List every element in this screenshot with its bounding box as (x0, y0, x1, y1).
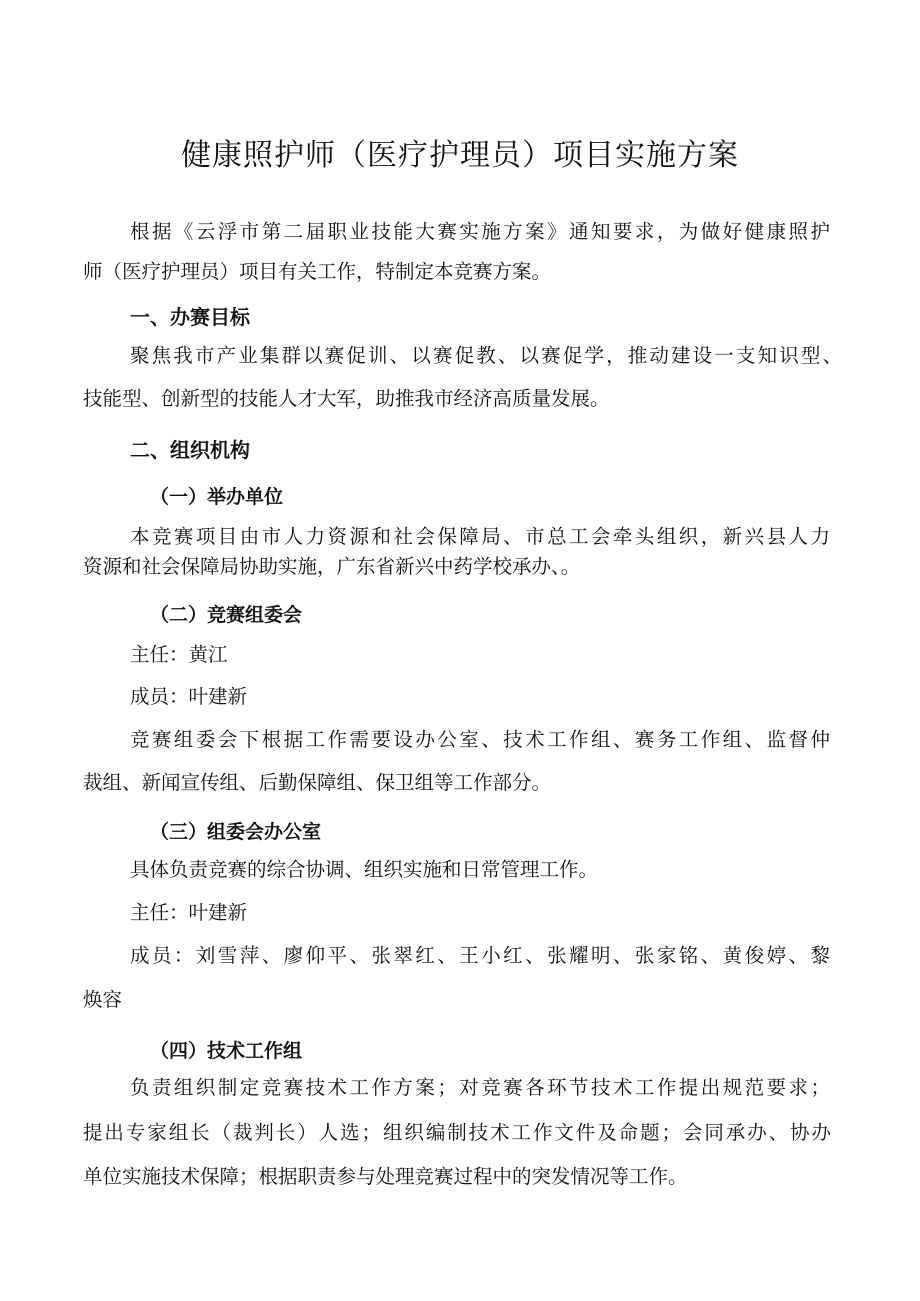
committee-director: 主任：黄江 (130, 643, 228, 666)
subsection-4-line-3: 单位实施技术保障；根据职责参与处理竞赛过程中的突发情况等工作。 (83, 1165, 688, 1188)
subsection-1-line-2: 资源和社会保障局协助实施，广东省新兴中药学校承办、。 (83, 555, 581, 578)
subsection-4-line-1: 负责组织制定竞赛技术工作方案；对竞赛各环节技术工作提出规范要求； (130, 1076, 830, 1099)
page-title: 健康照护师（医疗护理员）项目实施方案 (181, 138, 739, 173)
section-2-heading: 二、组织机构 (130, 438, 250, 462)
committee-members: 成员：叶建新 (130, 685, 248, 708)
intro-line-2: 师（医疗护理员）项目有关工作，特制定本竞赛方案。 (83, 260, 552, 283)
subsection-2-heading: （二）竞赛组委会 (150, 604, 303, 626)
subsection-2-line-1: 竞赛组委会下根据工作需要设办公室、技术工作组、赛务工作组、监督仲 (130, 728, 830, 751)
intro-line-1: 根据《云浮市第二届职业技能大赛实施方案》通知要求，为做好健康照护 (130, 220, 830, 243)
office-duty: 具体负责竞赛的综合协调、组织实施和日常管理工作。 (130, 858, 599, 881)
subsection-1-heading: （一）举办单位 (150, 486, 284, 508)
subsection-4-line-2: 提出专家组长（裁判长）人选；组织编制技术工作文件及命题；会同承办、协办 (83, 1121, 831, 1144)
section-1-line-1: 聚焦我市产业集群以赛促训、以赛促教、以赛促学，推动建设一支知识型、 (130, 344, 842, 367)
subsection-4-heading: （四）技术工作组 (150, 1040, 303, 1062)
office-members-line-1: 成员：刘雪萍、廖仰平、张翠红、王小红、张耀明、张家铭、黄俊婷、黎 (130, 944, 830, 967)
office-director: 主任：叶建新 (130, 901, 248, 924)
subsection-1-line-1: 本竞赛项目由市人力资源和社会保障局、市总工会牵头组织，新兴县人力 (130, 525, 830, 548)
subsection-3-heading: （三）组委会办公室 (150, 821, 322, 843)
subsection-2-line-2: 裁组、新闻宣传组、后勤保障组、保卫组等工作部分。 (83, 771, 552, 794)
section-1-line-2: 技能型、创新型的技能人才大军，助推我市经济高质量发展。 (83, 387, 610, 410)
section-1-heading: 一、办赛目标 (130, 305, 250, 329)
office-members-line-2: 焕容 (83, 988, 123, 1011)
